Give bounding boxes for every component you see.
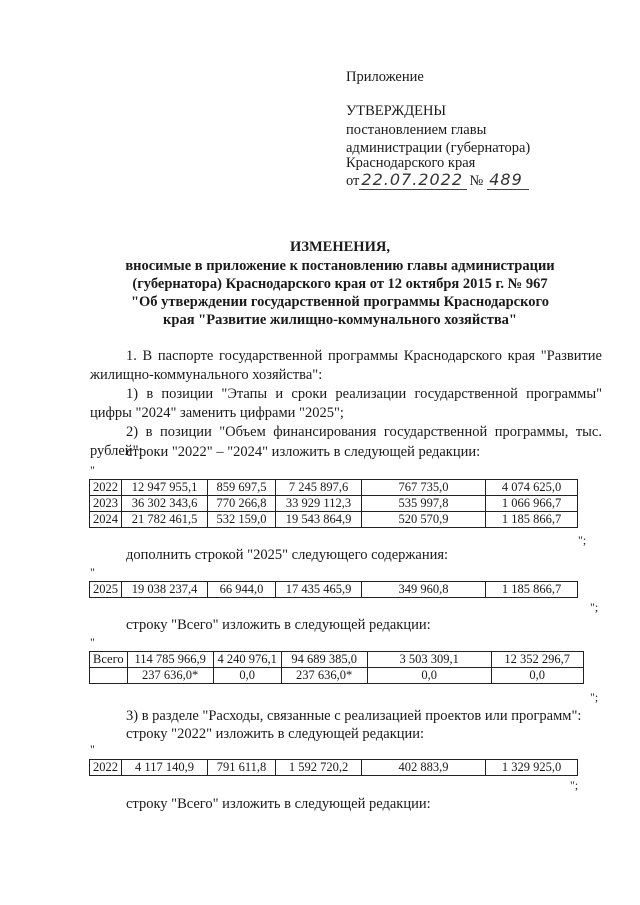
quote-close-4: ";	[570, 778, 579, 792]
value-cell: 17 435 465,9	[276, 582, 362, 598]
value-cell: 7 245 897,6	[276, 480, 362, 496]
value-cell: 1 185 866,7	[486, 512, 578, 528]
value-cell: 114 785 966,9	[127, 652, 213, 668]
table-row	[90, 512, 578, 528]
quote-close-3: ";	[590, 690, 599, 704]
value-cell: 767 735,0	[362, 480, 486, 496]
value-cell: 19 038 237,4	[122, 582, 208, 598]
table-row	[90, 652, 584, 668]
table-row	[90, 760, 578, 776]
value-cell: 4 074 625,0	[486, 480, 578, 496]
handwritten-date: 22.07.2022	[359, 170, 467, 190]
number-prefix: №	[469, 173, 484, 189]
paragraph-8: строку "2022" изложить в следующей редакции:	[126, 726, 425, 742]
date-prefix: от	[346, 173, 360, 189]
value-cell: 349 960,8	[362, 582, 486, 598]
row-label-cell: 2025	[90, 582, 122, 598]
value-cell: 36 302 343,6	[122, 496, 208, 512]
title-line-3: (губернатора) Краснодарского края от 12 октября 2015 г. № 967	[132, 276, 548, 292]
quote-close-2: ";	[590, 600, 599, 614]
row-label-cell: 2024	[90, 512, 122, 528]
approved-by-line2: администрации (губернатора)	[346, 140, 531, 156]
value-cell: 0,0	[367, 668, 491, 684]
paragraph-2: 1) в позиции "Этапы и сроки реализации государственной программы" цифры "2024" заменить цифрами "2025";	[90, 386, 602, 421]
paragraph-4: строки "2022" – "2024" изложить в следующей редакции:	[126, 444, 481, 460]
financing-table-2022-2024	[89, 479, 578, 528]
approved-label: УТВЕРЖДЕНЫ	[346, 103, 447, 119]
value-cell: 532 159,0	[208, 512, 276, 528]
value-cell: 94 689 385,0	[281, 652, 367, 668]
value-cell: 1 066 966,7	[486, 496, 578, 512]
signature-date-line	[346, 170, 529, 190]
paragraph-1: 1. В паспорте государственной программы Краснодарского края "Развитие жилищно-коммунального хозяйства":	[90, 348, 602, 383]
row-label-cell: Всего	[90, 652, 128, 668]
quote-open-4: "	[90, 742, 95, 756]
title-line-4: "Об утверждении государственной программы Краснодарского	[130, 294, 550, 310]
value-cell: 237 636,0*	[127, 668, 213, 684]
value-cell: 1 185 866,7	[486, 582, 578, 598]
value-cell: 21 782 461,5	[122, 512, 208, 528]
value-cell: 770 266,8	[208, 496, 276, 512]
value-cell: 19 543 864,9	[276, 512, 362, 528]
document-title: ИЗМЕНЕНИЯ,	[290, 239, 390, 255]
paragraph-9: строку "Всего" изложить в следующей редакции:	[126, 796, 431, 812]
value-cell: 520 570,9	[362, 512, 486, 528]
table-row	[90, 582, 578, 598]
approved-by-line3: Краснодарского края	[346, 155, 476, 171]
value-cell: 237 636,0*	[281, 668, 367, 684]
value-cell: 12 947 955,1	[122, 480, 208, 496]
paragraph-5: дополнить строкой "2025" следующего содержания:	[126, 547, 449, 563]
approved-by-line1: постановлением главы	[346, 122, 487, 138]
value-cell: 0,0	[491, 668, 583, 684]
table-row	[90, 496, 578, 512]
table-row	[90, 668, 584, 684]
paragraph-7: 3) в разделе "Расходы, связанные с реализацией проектов или программ":	[126, 708, 582, 724]
row-label-cell: 2022	[90, 480, 122, 496]
paragraph-6: строку "Всего" изложить в следующей редакции:	[126, 617, 431, 633]
value-cell: 1 592 720,2	[276, 760, 362, 776]
value-cell: 535 997,8	[362, 496, 486, 512]
financing-table-total	[89, 651, 584, 684]
title-line-5: края "Развитие жилищно-коммунального хозяйства"	[163, 312, 517, 328]
appendix-label: Приложение	[346, 69, 424, 85]
value-cell: 4 117 140,9	[122, 760, 208, 776]
financing-table-2025	[89, 581, 578, 598]
value-cell: 791 611,8	[208, 760, 276, 776]
value-cell: 3 503 309,1	[367, 652, 491, 668]
table-row	[90, 480, 578, 496]
value-cell: 859 697,5	[208, 480, 276, 496]
value-cell: 0,0	[213, 668, 281, 684]
title-line-2: вносимые в приложение к постановлению главы администрации	[125, 258, 555, 274]
quote-open-1: "	[90, 463, 95, 477]
value-cell: 66 944,0	[208, 582, 276, 598]
quote-close-1: ";	[578, 533, 587, 547]
row-label-cell: 2023	[90, 496, 122, 512]
quote-open-3: "	[90, 635, 95, 649]
value-cell: 12 352 296,7	[491, 652, 583, 668]
expenses-table-2022	[89, 759, 578, 776]
row-label-cell: 2022	[90, 760, 122, 776]
value-cell: 402 883,9	[362, 760, 486, 776]
handwritten-number: 489	[487, 170, 529, 190]
value-cell: 4 240 976,1	[213, 652, 281, 668]
value-cell: 33 929 112,3	[276, 496, 362, 512]
value-cell: 1 329 925,0	[486, 760, 578, 776]
row-label-cell	[90, 668, 128, 684]
paragraph-3: 2) в позиции "Объем финансирования государственной программы, тыс. рублей":	[90, 424, 602, 459]
quote-open-2: "	[90, 565, 95, 579]
